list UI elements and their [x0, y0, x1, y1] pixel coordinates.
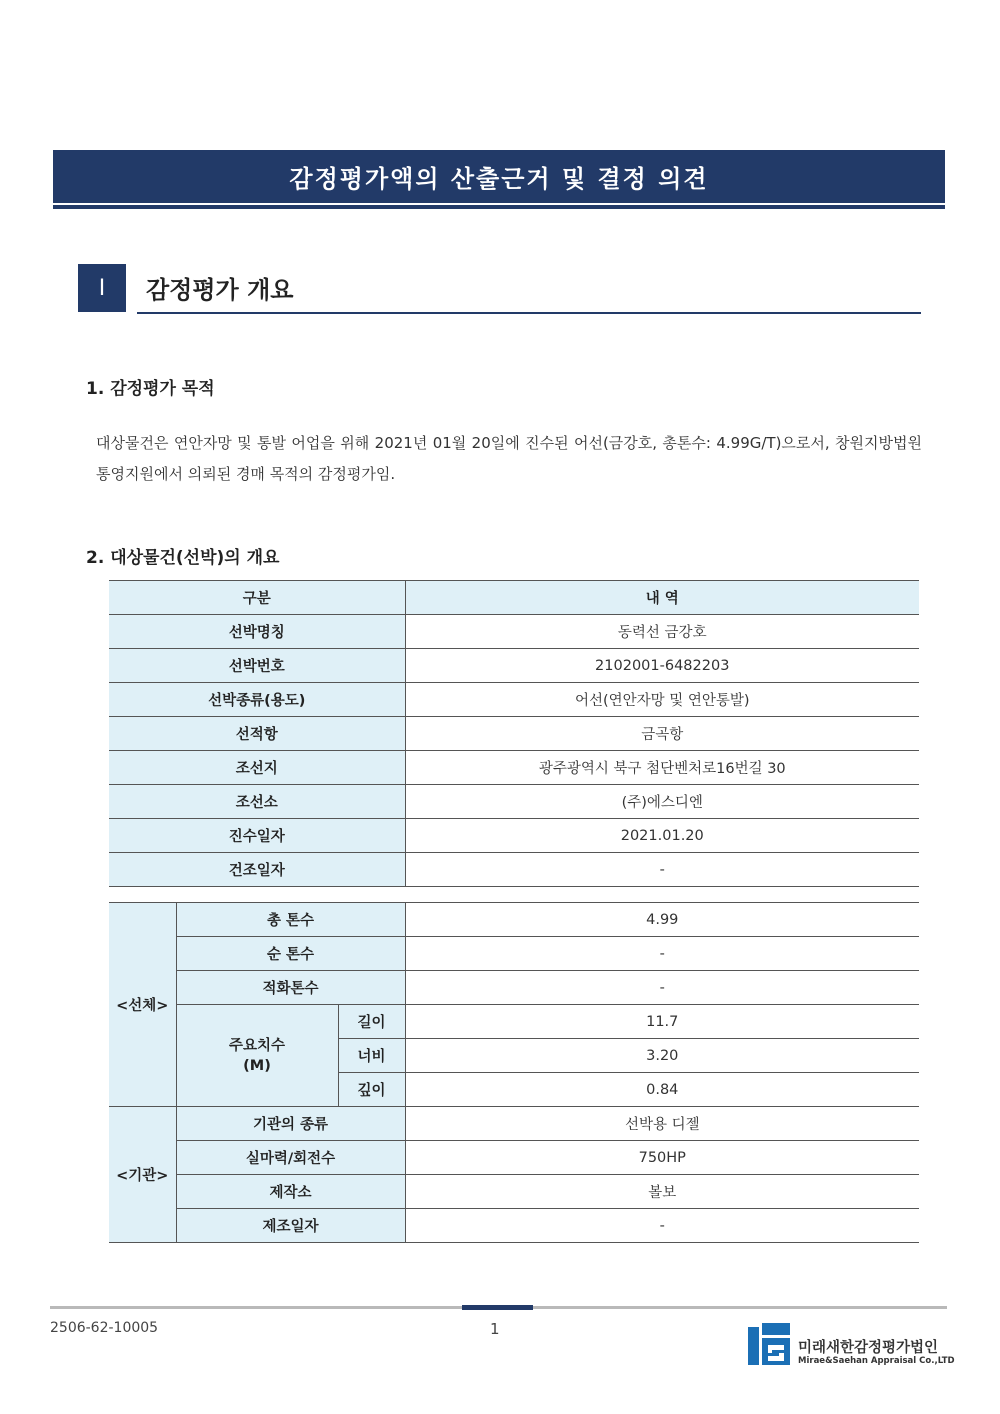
row-value: 3.20 [405, 1039, 919, 1073]
section-title: 감정평가 개요 [146, 276, 294, 304]
row-value: 2102001-6482203 [405, 649, 919, 683]
row-value: - [405, 853, 919, 887]
row-value: (주)에스디엔 [405, 785, 919, 819]
row-label: 순 톤수 [176, 937, 405, 971]
row-label: 너비 [338, 1039, 405, 1073]
table-row [109, 751, 919, 785]
row-value: - [405, 971, 919, 1005]
footer-rule-accent [462, 1305, 533, 1310]
table-row [109, 1209, 919, 1243]
row-label: 조선지 [109, 751, 405, 785]
row-label: 조선소 [109, 785, 405, 819]
row-label: 길이 [338, 1005, 405, 1039]
dimensions-title: 주요치수 [228, 1037, 286, 1054]
section-rule [137, 312, 921, 314]
row-value: 11.7 [405, 1005, 919, 1039]
document-number: 2506-62-10005 [50, 1320, 159, 1336]
row-value: 어선(연안자망 및 연안통발) [405, 683, 919, 717]
row-label: 실마력/회전수 [176, 1141, 405, 1175]
table-row [109, 903, 919, 937]
engine-group-label: <기관> [109, 1107, 176, 1243]
table-row [109, 717, 919, 751]
table-row [109, 937, 919, 971]
row-value: 750HP [405, 1141, 919, 1175]
purpose-heading: 1. 감정평가 목적 [86, 379, 215, 399]
title-underline [53, 205, 945, 209]
row-label: 선박번호 [109, 649, 405, 683]
row-label: 진수일자 [109, 819, 405, 853]
footer-rule [533, 1306, 947, 1309]
table-row [109, 819, 919, 853]
purpose-text: 대상물건은 연안자망 및 통발 어업을 위해 2021년 01월 20일에 진수된 어선(금강호, 총톤수: 4.99G/T)으로서, 창원지방법원 통영지원에서 의뢰된 경매 목적의 감정평가임. [96, 434, 922, 483]
row-label: 선박종류(용도) [109, 683, 405, 717]
row-value: - [405, 937, 919, 971]
row-value: - [405, 1209, 919, 1243]
table-row [109, 1005, 919, 1039]
hull-group-label: <선체> [109, 903, 176, 1107]
company-name: 미래새한감정평가법인 [798, 1340, 939, 1356]
page-number: 1 [490, 1320, 500, 1338]
table-row [109, 683, 919, 717]
row-label: 깊이 [338, 1073, 405, 1107]
row-value: 광주광역시 북구 첨단벤처로16번길 30 [405, 751, 919, 785]
ship-basic-table [109, 580, 919, 887]
company-name-english: Mirae&Saehan Appraisal Co.,LTD [798, 1356, 955, 1366]
dimensions-label [176, 1005, 338, 1107]
row-value: 4.99 [405, 903, 919, 937]
row-label: 총 톤수 [176, 903, 405, 937]
table-row [109, 1107, 919, 1141]
table-row [109, 649, 919, 683]
row-label: 선박명칭 [109, 615, 405, 649]
row-value: 금곡항 [405, 717, 919, 751]
row-label: 건조일자 [109, 853, 405, 887]
row-label: 제작소 [176, 1175, 405, 1209]
header-value-cell: 내 역 [405, 581, 919, 615]
company-logo-icon [748, 1323, 790, 1365]
row-value: 2021.01.20 [405, 819, 919, 853]
row-value: 볼보 [405, 1175, 919, 1209]
row-value: 0.84 [405, 1073, 919, 1107]
table-row [109, 1175, 919, 1209]
table-row [109, 615, 919, 649]
row-value: 동력선 금강호 [405, 615, 919, 649]
dimensions-unit: (M) [243, 1057, 271, 1074]
table-row [109, 1141, 919, 1175]
header-label-cell: 구분 [109, 581, 405, 615]
row-label: 선적항 [109, 717, 405, 751]
ship-spec-table [109, 902, 919, 1243]
table-row [109, 853, 919, 887]
table-row [109, 785, 919, 819]
table-row [109, 971, 919, 1005]
row-label: 제조일자 [176, 1209, 405, 1243]
section-number-box: Ⅰ [78, 264, 126, 312]
footer-rule [50, 1306, 462, 1309]
row-label: 적화톤수 [176, 971, 405, 1005]
row-label: 기관의 종류 [176, 1107, 405, 1141]
row-value: 선박용 디젤 [405, 1107, 919, 1141]
overview-heading: 2. 대상물건(선박)의 개요 [86, 548, 280, 568]
table-row [109, 581, 919, 615]
document-title: 감정평가액의 산출근거 및 결정 의견 [53, 150, 945, 203]
